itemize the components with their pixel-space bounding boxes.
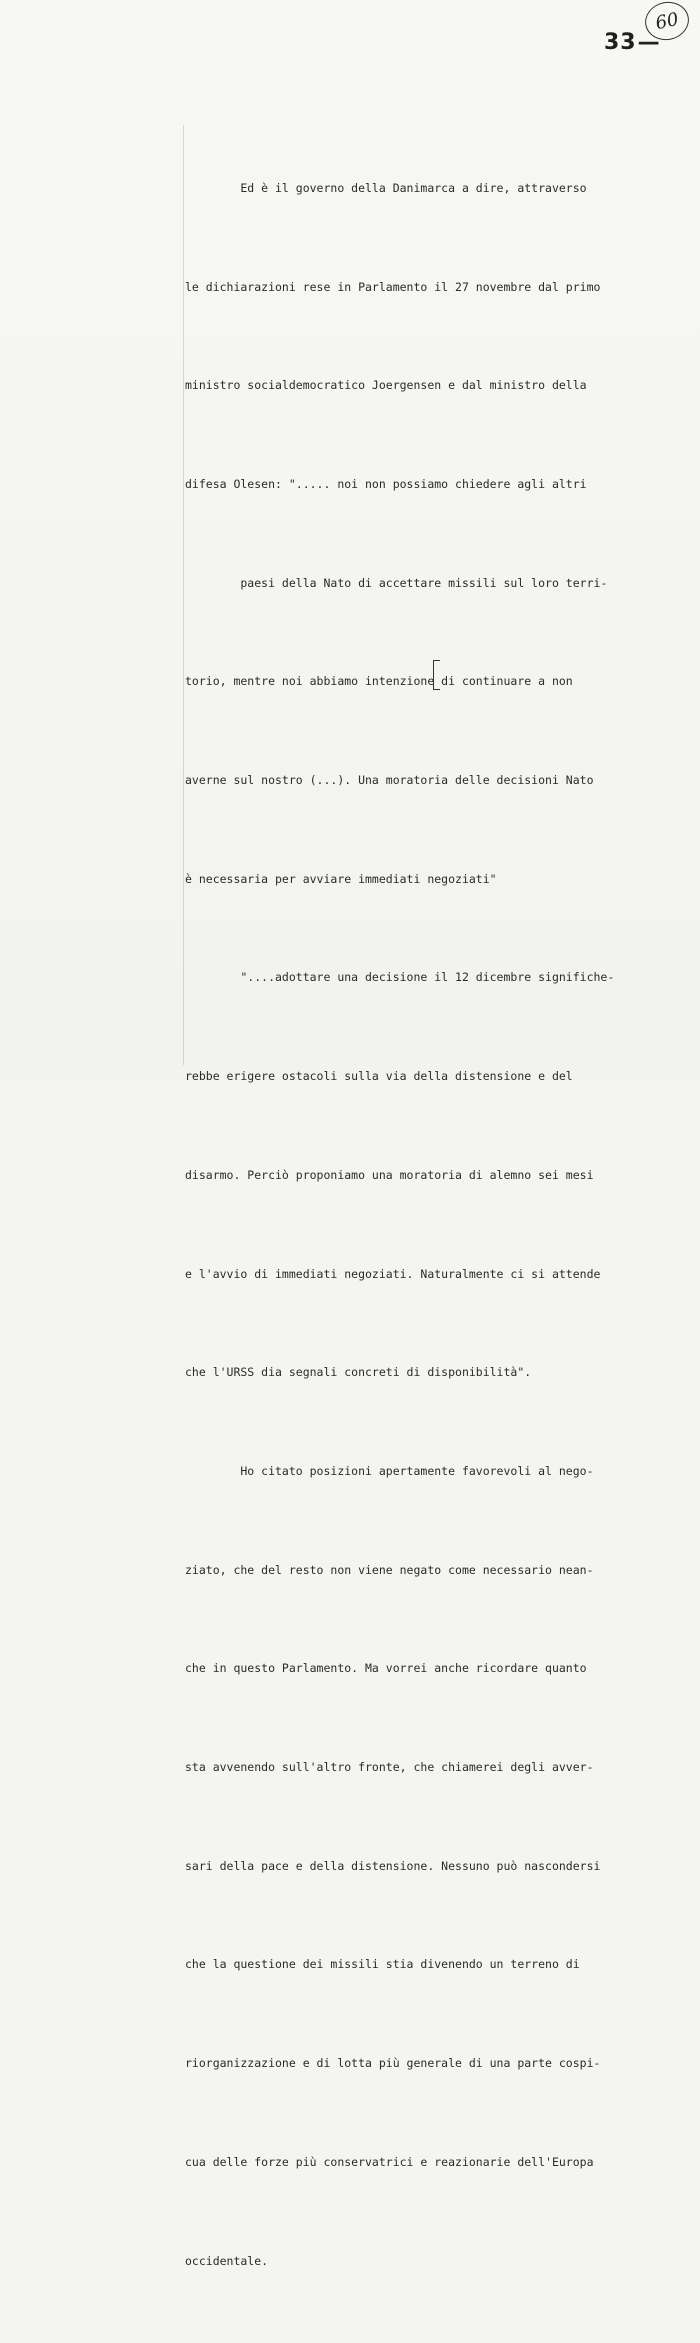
text-line: Ho citato posizioni apertamente favorevoli al nego- — [185, 1463, 594, 1478]
text-line: paesi della Nato di accettare missili sul loro terri- — [185, 575, 608, 590]
text-line: che l'URSS dia segnali concreti di disponibilità". — [185, 1365, 532, 1380]
margin-line — [183, 125, 184, 1065]
text-line: che la questione dei missili stia divenendo un terreno di — [185, 1957, 580, 1972]
text-line: cua delle forze più conservatrici e reazionarie dell'Europa — [185, 2154, 594, 2169]
page-number-suffix: — — [637, 30, 661, 55]
text-line: difesa Olesen: "..... noi non possiamo chiedere agli altri — [185, 476, 587, 491]
typed-body-text — [185, 106, 615, 2343]
page-number-value: 33 — [604, 30, 637, 55]
text-line: le dichiarazioni rese in Parlamento il 27 novembre dal primo — [185, 279, 601, 294]
text-line: torio, mentre noi abbiamo intenzione di continuare a non — [185, 674, 573, 689]
text-line: Ed è il governo della Danimarca a dire, attraverso — [185, 180, 587, 195]
text-line: disarmo. Perciò proponiamo una moratoria di alemno sei mesi — [185, 1167, 594, 1182]
text-line: e l'avvio di immediati negoziati. Naturalmente ci si attende — [185, 1266, 601, 1281]
text-line: occidentale. — [185, 2253, 269, 2268]
text-line: rebbe erigere ostacoli sulla via della distensione e del — [185, 1069, 573, 1084]
text-line: ziato, che del resto non viene negato come necessario nean- — [185, 1562, 594, 1577]
text-line: averne sul nostro (...). Una moratoria delle decisioni Nato — [185, 773, 594, 788]
handwritten-bracket-mark — [433, 660, 440, 690]
text-line: riorganizzazione e di lotta più generale di una parte cospi- — [185, 2056, 601, 2071]
text-line: è necessaria per avviare immediati negoziati" — [185, 871, 497, 886]
text-line: che in questo Parlamento. Ma vorrei anche ricordare quanto — [185, 1661, 587, 1676]
text-line: ministro socialdemocratico Joergensen e dal ministro della — [185, 378, 587, 393]
stamp-number: 60 — [653, 8, 681, 34]
text-line: sari della pace e della distensione. Nessuno può nascondersi — [185, 1858, 601, 1873]
text-line: sta avvenendo sull'altro fronte, che chiamerei degli avver- — [185, 1760, 594, 1775]
text-line: "....adottare una decisione il 12 dicembre significhe- — [185, 970, 615, 985]
